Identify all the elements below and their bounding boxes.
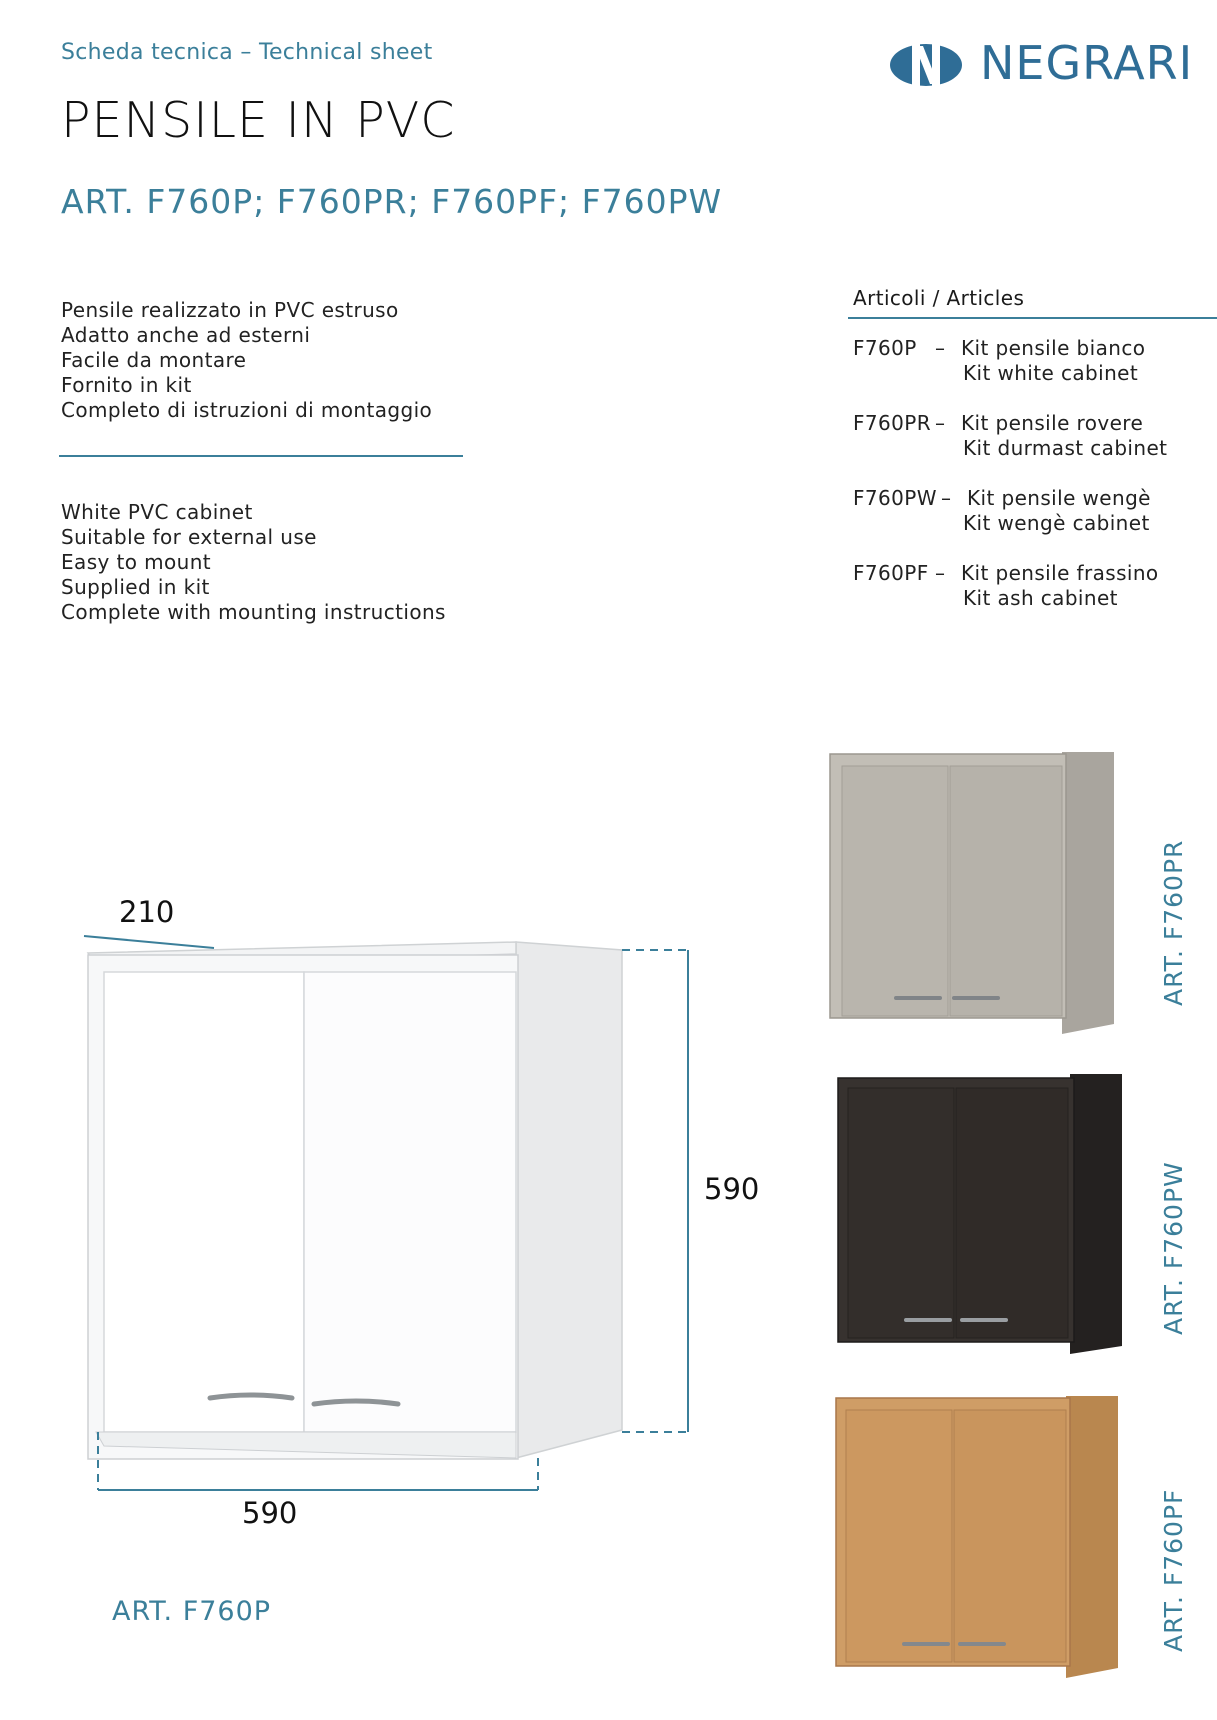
description-line: Fornito in kit (61, 373, 192, 397)
description-line: Complete with mounting instructions (61, 600, 446, 624)
article-code: F760P (853, 336, 917, 360)
article-name-it: Kit pensile frassino (961, 561, 1159, 585)
description-line: Suitable for external use (61, 525, 317, 549)
variant-label-f760pw: ART. F760PW (1159, 1161, 1188, 1335)
article-separator: – (935, 336, 946, 360)
depth-dimension-label: 210 (119, 895, 175, 929)
description-line: Completo di istruzioni di montaggio (61, 398, 433, 422)
article-name-it: Kit pensile wengè (967, 486, 1151, 510)
description-line: Supplied in kit (61, 575, 210, 599)
article-name-it: Kit pensile bianco (961, 336, 1146, 360)
article-separator: – (941, 486, 952, 510)
article-code: F760PF (853, 561, 929, 585)
ash-cabinet-illustration (836, 1396, 1118, 1678)
page-title: PENSILE IN PVC (61, 92, 456, 149)
description-line: Easy to mount (61, 550, 212, 574)
height-dimension-label: 590 (704, 1172, 760, 1206)
cabinet-side-panel (516, 942, 622, 1458)
cabinet-right-door (304, 972, 516, 1432)
article-name-it: Kit pensile rovere (961, 411, 1144, 435)
cabinet-left-door (104, 972, 304, 1432)
article-separator: – (935, 411, 946, 435)
articles-header: Articoli / Articles (853, 286, 1025, 310)
document-subtitle: Scheda tecnica – Technical sheet (61, 40, 433, 65)
durmast-cabinet-illustration (830, 752, 1114, 1034)
depth-dimension-line (84, 936, 214, 948)
wenge-cabinet-illustration (838, 1074, 1122, 1354)
article-codes-heading: ART. F760P; F760PR; F760PF; F760PW (61, 182, 723, 221)
article-name-en: Kit durmast cabinet (963, 436, 1168, 460)
article-name-en: Kit ash cabinet (963, 586, 1118, 610)
article-name-en: Kit wengè cabinet (963, 511, 1150, 535)
article-name-en: Kit white cabinet (963, 361, 1139, 385)
description-line: Adatto anche ad esterni (61, 323, 311, 347)
description-line: White PVC cabinet (61, 500, 253, 524)
article-separator: – (935, 561, 946, 585)
brand-name: NEGRARI (980, 36, 1194, 90)
description-line: Pensile realizzato in PVC estruso (61, 298, 399, 322)
article-code: F760PW (853, 486, 937, 510)
main-product-label: ART. F760P (112, 1596, 272, 1627)
description-line: Facile da montare (61, 348, 247, 372)
variant-label-f760pr: ART. F760PR (1159, 839, 1188, 1006)
variant-label-f760pf: ART. F760PF (1159, 1488, 1188, 1652)
article-code: F760PR (853, 411, 932, 435)
width-dimension-label: 590 (242, 1496, 298, 1530)
